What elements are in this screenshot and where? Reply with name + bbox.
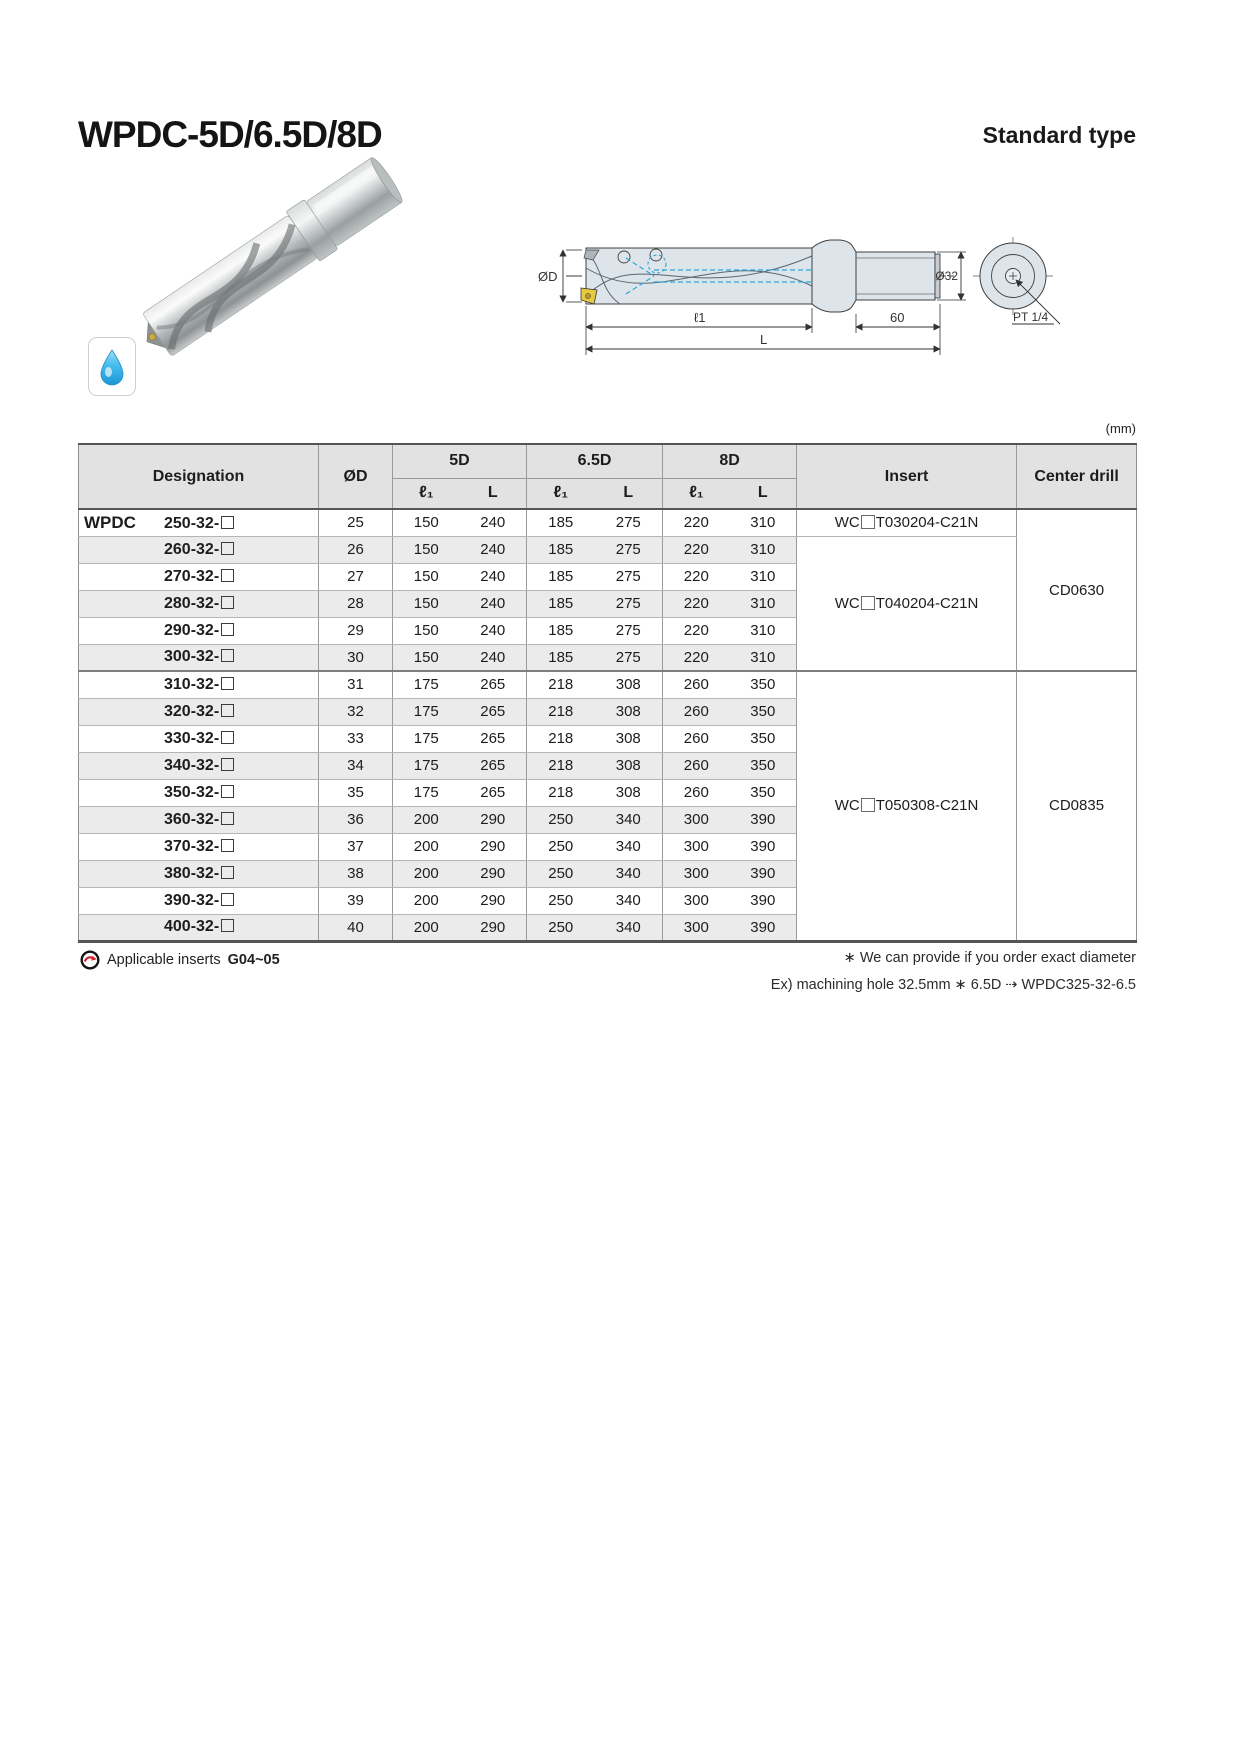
cell-d8_l1: 220 xyxy=(663,617,730,644)
col-header-l1: ℓ₁ xyxy=(527,478,595,509)
cell-d65_l1: 185 xyxy=(527,617,595,644)
cell-d5_L: 290 xyxy=(460,914,527,941)
insert-prefix: WC xyxy=(834,514,860,532)
cell-d65_L: 275 xyxy=(595,644,663,671)
grade-placeholder-icon xyxy=(221,839,234,852)
grade-placeholder-icon xyxy=(221,866,234,879)
designation-text: 330-32- xyxy=(164,729,220,747)
cell-d65_L: 308 xyxy=(595,779,663,806)
cell-designation xyxy=(79,914,319,941)
cell-d8_L: 350 xyxy=(730,725,797,752)
dim-label-shank-len: 60 xyxy=(890,310,905,325)
cell-d65_L: 340 xyxy=(595,860,663,887)
col-header-insert: Insert xyxy=(797,444,1017,509)
col-header-L: L xyxy=(595,478,663,509)
grade-placeholder-icon xyxy=(221,812,234,825)
designation-text: 310-32- xyxy=(164,675,220,693)
designation-text: 350-32- xyxy=(164,783,220,801)
cell-d5_l1: 175 xyxy=(393,725,460,752)
cell-d8_l1: 300 xyxy=(663,887,730,914)
cell-d65_L: 275 xyxy=(595,617,663,644)
cell-d8_L: 310 xyxy=(730,509,797,536)
cell-d8_l1: 300 xyxy=(663,860,730,887)
unit-label: (mm) xyxy=(1105,421,1136,436)
grade-placeholder-icon xyxy=(221,569,234,582)
cell-d8_l1: 260 xyxy=(663,698,730,725)
dim-label-shank-dia: Ø32 xyxy=(935,269,958,283)
spec-table-body xyxy=(79,509,1137,941)
cell-d8_l1: 260 xyxy=(663,752,730,779)
cell-d65_l1: 250 xyxy=(527,860,595,887)
col-header-6-5d: 6.5D xyxy=(527,444,663,478)
col-header-L: L xyxy=(460,478,527,509)
cell-d5_l1: 150 xyxy=(393,617,460,644)
col-header-center-drill: Center drill xyxy=(1017,444,1137,509)
cell-designation xyxy=(79,617,319,644)
designation-text: 360-32- xyxy=(164,810,220,828)
cell-d5_L: 240 xyxy=(460,563,527,590)
cell-designation xyxy=(79,833,319,860)
designation-text: 290-32- xyxy=(164,621,220,639)
applicable-inserts-note xyxy=(80,950,280,970)
cell-designation xyxy=(79,563,319,590)
dim-label-overall-len: L xyxy=(760,332,768,347)
cell-d8_L: 390 xyxy=(730,806,797,833)
cell-d65_l1: 185 xyxy=(527,644,595,671)
cell-d8_L: 310 xyxy=(730,563,797,590)
insert-suffix: T050308-C21N xyxy=(875,797,979,815)
cell-d65_l1: 185 xyxy=(527,536,595,563)
cell-designation xyxy=(79,725,319,752)
insert-prefix: WC xyxy=(834,594,860,612)
cell-center-drill: CD0630 xyxy=(1017,509,1137,671)
table-row xyxy=(79,536,1137,563)
drill-flange xyxy=(812,240,856,312)
cell-d8_l1: 220 xyxy=(663,563,730,590)
cell-d8_L: 310 xyxy=(730,536,797,563)
cell-od: 34 xyxy=(319,752,393,779)
cell-d5_L: 265 xyxy=(460,725,527,752)
cell-d65_L: 308 xyxy=(595,752,663,779)
grade-placeholder-icon xyxy=(221,542,234,555)
cell-d8_L: 350 xyxy=(730,779,797,806)
dim-label-thread: PT 1/4 xyxy=(1013,310,1049,324)
col-header-l1: ℓ₁ xyxy=(663,478,730,509)
cell-d5_l1: 175 xyxy=(393,698,460,725)
cell-designation xyxy=(79,671,319,698)
cell-d8_l1: 300 xyxy=(663,914,730,941)
designation-text: 280-32- xyxy=(164,594,220,612)
cell-d5_l1: 175 xyxy=(393,752,460,779)
coolant-capability-badge xyxy=(88,337,136,396)
cell-insert xyxy=(797,671,1017,941)
designation-text: 370-32- xyxy=(164,837,220,855)
designation-text: 390-32- xyxy=(164,891,220,909)
order-note-line1: ∗ We can provide if you order exact diameter xyxy=(843,950,1136,966)
cell-d65_L: 340 xyxy=(595,833,663,860)
cell-d8_L: 390 xyxy=(730,833,797,860)
cell-od: 25 xyxy=(319,509,393,536)
designation-text: 380-32- xyxy=(164,864,220,882)
dim-label-flute-len: ℓ1 xyxy=(694,310,706,325)
cell-od: 39 xyxy=(319,887,393,914)
cell-d65_l1: 218 xyxy=(527,779,595,806)
cell-d5_L: 240 xyxy=(460,590,527,617)
designation-text: 340-32- xyxy=(164,756,220,774)
grade-placeholder-icon xyxy=(221,649,234,662)
coolant-drop-icon xyxy=(97,347,127,387)
cell-designation xyxy=(79,806,319,833)
cell-designation xyxy=(79,779,319,806)
cell-d5_L: 290 xyxy=(460,887,527,914)
grade-placeholder-icon xyxy=(221,893,234,906)
cell-d5_l1: 200 xyxy=(393,914,460,941)
cell-designation xyxy=(79,698,319,725)
cell-d8_L: 310 xyxy=(730,644,797,671)
cell-d65_l1: 218 xyxy=(527,752,595,779)
cell-d8_l1: 300 xyxy=(663,806,730,833)
cell-d65_L: 308 xyxy=(595,671,663,698)
col-header-l1: ℓ₁ xyxy=(393,478,460,509)
cell-d5_l1: 200 xyxy=(393,860,460,887)
applicable-inserts-label: Applicable inserts xyxy=(107,952,221,968)
technical-drawing xyxy=(520,200,1080,365)
cell-d65_l1: 218 xyxy=(527,698,595,725)
cell-d8_L: 350 xyxy=(730,698,797,725)
cell-designation xyxy=(79,752,319,779)
cell-d65_l1: 218 xyxy=(527,725,595,752)
designation-text: 400-32- xyxy=(164,918,220,935)
cell-d5_L: 240 xyxy=(460,617,527,644)
grade-placeholder-icon xyxy=(221,623,234,636)
grade-placeholder-icon xyxy=(221,731,234,744)
cell-d65_L: 275 xyxy=(595,563,663,590)
cell-d65_L: 308 xyxy=(595,725,663,752)
designation-text: 260-32- xyxy=(164,540,220,558)
cell-d65_l1: 250 xyxy=(527,914,595,941)
cell-od: 27 xyxy=(319,563,393,590)
cell-d65_L: 308 xyxy=(595,698,663,725)
cell-d5_l1: 150 xyxy=(393,563,460,590)
cell-d5_L: 290 xyxy=(460,860,527,887)
grade-placeholder-icon xyxy=(221,516,234,529)
cell-d5_l1: 175 xyxy=(393,779,460,806)
cell-od: 32 xyxy=(319,698,393,725)
cell-d65_l1: 185 xyxy=(527,563,595,590)
cell-d5_L: 265 xyxy=(460,671,527,698)
cell-od: 31 xyxy=(319,671,393,698)
cell-d65_l1: 185 xyxy=(527,509,595,536)
cell-insert xyxy=(797,509,1017,536)
cell-d8_l1: 220 xyxy=(663,509,730,536)
col-header-L: L xyxy=(730,478,797,509)
cell-d5_L: 240 xyxy=(460,644,527,671)
cell-d8_L: 350 xyxy=(730,671,797,698)
cell-designation xyxy=(79,509,319,536)
cell-d65_l1: 185 xyxy=(527,590,595,617)
grade-placeholder-icon xyxy=(221,785,234,798)
cell-d8_l1: 220 xyxy=(663,536,730,563)
cell-d5_l1: 200 xyxy=(393,887,460,914)
cell-d65_L: 275 xyxy=(595,536,663,563)
cell-d5_L: 240 xyxy=(460,509,527,536)
designation-text: 250-32- xyxy=(164,514,220,532)
cell-d5_l1: 200 xyxy=(393,833,460,860)
insert-suffix: T030204-C21N xyxy=(875,514,979,532)
cell-designation xyxy=(79,644,319,671)
table-row xyxy=(79,671,1137,698)
cell-d8_l1: 260 xyxy=(663,671,730,698)
cell-d65_L: 275 xyxy=(595,509,663,536)
table-row xyxy=(79,509,1137,536)
cell-od: 26 xyxy=(319,536,393,563)
cell-d8_l1: 220 xyxy=(663,644,730,671)
cell-d5_l1: 150 xyxy=(393,644,460,671)
cell-d5_l1: 150 xyxy=(393,509,460,536)
coolant-hole-icon xyxy=(618,251,630,263)
cell-d5_l1: 150 xyxy=(393,536,460,563)
cell-d8_l1: 260 xyxy=(663,779,730,806)
cell-d5_L: 265 xyxy=(460,698,527,725)
col-header-5d: 5D xyxy=(393,444,527,478)
cell-d65_L: 275 xyxy=(595,590,663,617)
designation-text: 270-32- xyxy=(164,567,220,585)
col-header-8d: 8D xyxy=(663,444,797,478)
dim-label-od: ØD xyxy=(538,269,558,284)
grade-placeholder-icon xyxy=(221,704,234,717)
cell-d8_L: 350 xyxy=(730,752,797,779)
cell-d5_L: 290 xyxy=(460,833,527,860)
grade-placeholder-icon xyxy=(221,677,234,690)
cell-od: 29 xyxy=(319,617,393,644)
product-photo xyxy=(120,141,416,378)
cell-od: 40 xyxy=(319,914,393,941)
cell-insert xyxy=(797,536,1017,671)
grade-placeholder-icon xyxy=(861,515,875,529)
cell-od: 28 xyxy=(319,590,393,617)
cell-d8_L: 390 xyxy=(730,860,797,887)
page-title: WPDC-5D/6.5D/8D xyxy=(78,114,382,155)
applicable-inserts-icon xyxy=(80,950,100,970)
end-view xyxy=(973,237,1060,324)
cell-od: 35 xyxy=(319,779,393,806)
cell-d8_l1: 260 xyxy=(663,725,730,752)
cell-designation xyxy=(79,887,319,914)
cell-d8_l1: 220 xyxy=(663,590,730,617)
cell-d5_l1: 150 xyxy=(393,590,460,617)
cell-d8_L: 310 xyxy=(730,590,797,617)
cell-od: 30 xyxy=(319,644,393,671)
drill-photo-graphic xyxy=(120,141,416,378)
cell-designation xyxy=(79,860,319,887)
col-header-designation: Designation xyxy=(79,444,319,509)
designation-text: 320-32- xyxy=(164,702,220,720)
cell-od: 37 xyxy=(319,833,393,860)
cell-d65_l1: 250 xyxy=(527,887,595,914)
order-notes xyxy=(771,945,1136,999)
cell-d65_l1: 250 xyxy=(527,806,595,833)
designation-text: 300-32- xyxy=(164,648,220,666)
grade-placeholder-icon xyxy=(221,919,234,932)
table-header-group xyxy=(79,444,1137,509)
cell-d5_l1: 200 xyxy=(393,806,460,833)
applicable-inserts-ref: G04~05 xyxy=(227,952,280,968)
cell-designation xyxy=(79,536,319,563)
grade-placeholder-icon xyxy=(221,758,234,771)
cell-d5_L: 290 xyxy=(460,806,527,833)
cell-d8_l1: 300 xyxy=(663,833,730,860)
grade-placeholder-icon xyxy=(861,596,875,610)
grade-placeholder-icon xyxy=(221,596,234,609)
col-header-od: ØD xyxy=(319,444,393,509)
cell-d5_L: 265 xyxy=(460,779,527,806)
cell-od: 36 xyxy=(319,806,393,833)
grade-placeholder-icon xyxy=(861,798,875,812)
cell-d5_L: 240 xyxy=(460,536,527,563)
cell-d65_L: 340 xyxy=(595,914,663,941)
cell-od: 38 xyxy=(319,860,393,887)
spec-table xyxy=(78,443,1137,943)
insert-suffix: T040204-C21N xyxy=(875,594,979,612)
insert-prefix: WC xyxy=(834,797,860,815)
cell-d65_l1: 250 xyxy=(527,833,595,860)
cell-d5_L: 265 xyxy=(460,752,527,779)
cell-center-drill: CD0835 xyxy=(1017,671,1137,941)
cell-d5_l1: 175 xyxy=(393,671,460,698)
cell-d8_L: 310 xyxy=(730,617,797,644)
order-note-line2: Ex) machining hole 32.5mm ∗ 6.5D ⇢ WPDC325-32-6.5 xyxy=(770,977,1136,993)
cell-d65_L: 340 xyxy=(595,806,663,833)
cell-designation xyxy=(79,590,319,617)
cell-d8_L: 390 xyxy=(730,887,797,914)
cell-d8_L: 390 xyxy=(730,914,797,941)
type-label: Standard type xyxy=(982,122,1136,148)
series-prefix: WPDC xyxy=(84,512,136,532)
cell-d65_l1: 218 xyxy=(527,671,595,698)
cell-od: 33 xyxy=(319,725,393,752)
drill-shank xyxy=(856,252,935,300)
cell-d65_L: 340 xyxy=(595,887,663,914)
